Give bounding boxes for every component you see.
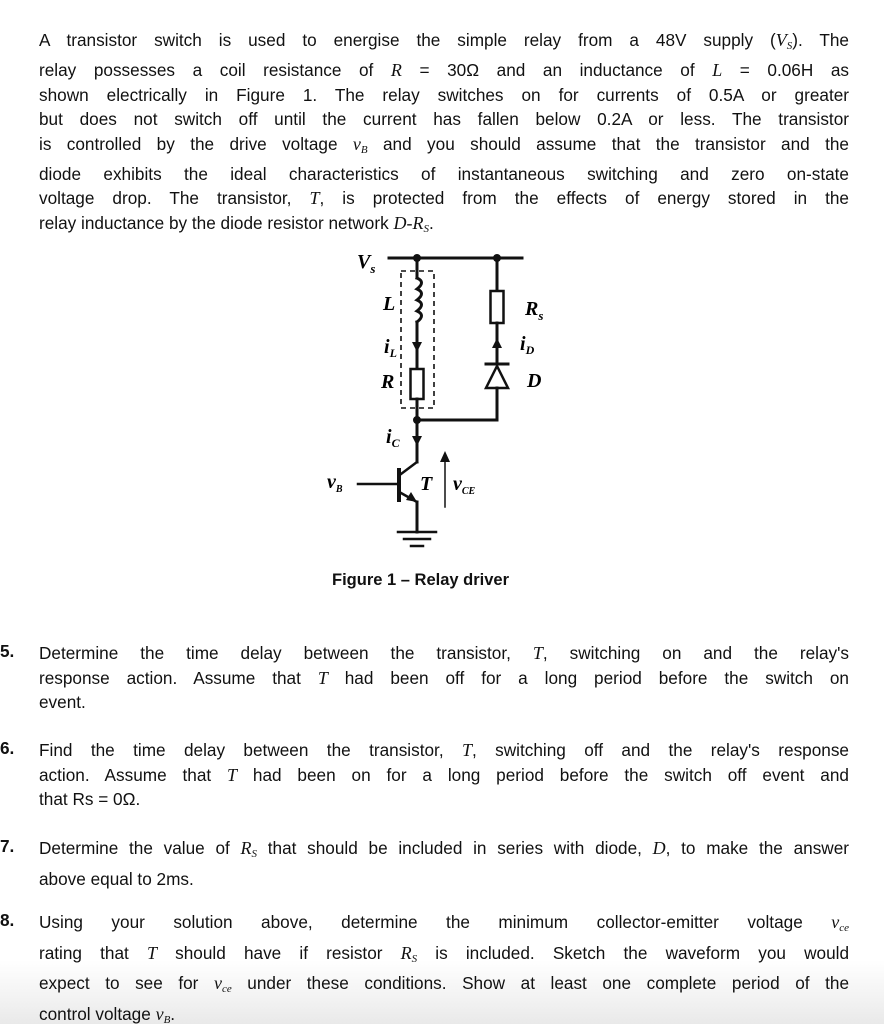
label-Rs: $R_s$ [525,298,544,323]
intro-line: is controlled by the drive voltage $v_B$ and you should assume that the transistor and the [39,133,849,156]
question-number: 7. [0,836,15,856]
label-T: T [420,473,433,495]
label-vB: $v_B$ [327,471,343,495]
label-L: L [383,293,396,315]
intro-line: voltage drop. The transistor, T, is protected from the effects of energy stored in the [39,188,849,209]
question-8: Using your solution above, determine the minimum collector-emitter voltage $v_{ce}$ rating that T should have if resistor $R_S$ is included. Sketch the waveform you would expect to see for $v_{ce}$ under these conditions. Show at least one complete period of the control voltage $v_B$. [39,912,850,1026]
question-number: 6. [0,738,15,758]
inductor-icon [417,278,422,322]
iD-arrow-icon [492,338,502,348]
intro-line: shown electrically in Figure 1. The relay switches on for currents of 0.5A or greater [39,84,849,105]
label-iD: $i_D$ [520,333,535,357]
iL-arrow-icon [412,342,422,352]
figure-caption: Figure 1 – Relay driver [332,571,509,589]
label-iC: $i_C$ [386,426,400,450]
question-6: Find the time delay between the transistor, T, switching off and the relay's response action. Assume that T had been on for a long period before the switch off event and that Rs = 0Ω. [39,740,849,809]
iC-arrow-icon [412,436,422,446]
label-iL: $i_L$ [384,336,397,360]
intro-line: diode exhibits the ideal characteristics of instantaneous switching and zero on-state [39,164,849,185]
question-number: 8. [0,910,15,930]
intro-line: relay possesses a coil resistance of R = 30Ω and an inductance of L = 0.06H as [39,60,849,81]
transistor-collector [401,462,417,474]
question-7: Determine the value of $R_S$ that should be included in series with diode, D, to make the answer above equal to 2ms. [39,838,849,889]
intro-line: A transistor switch is used to energise the simple relay from a 48V supply $(V_S)$. The [39,30,849,52]
label-D: D [527,370,542,392]
intro-line: relay inductance by the diode resistor network $D-R_S$. [39,212,434,235]
question-5: Determine the time delay between the transistor, T, switching on and the relay's response action. Assume that T had been off for a long period before the switch on event. [39,643,849,712]
diode-icon [486,366,508,388]
series-resistor-icon [491,291,504,323]
label-vs: $V_s$ [357,251,376,276]
label-R: R [381,371,395,393]
question-number: 5. [0,641,15,661]
intro-line: but does not switch off until the current has fallen below 0.2A or less. The transistor [39,109,849,130]
label-vCE: $v_{CE}$ [453,473,476,497]
vCE-arrow-icon [440,451,450,462]
coil-resistor-icon [411,369,424,399]
